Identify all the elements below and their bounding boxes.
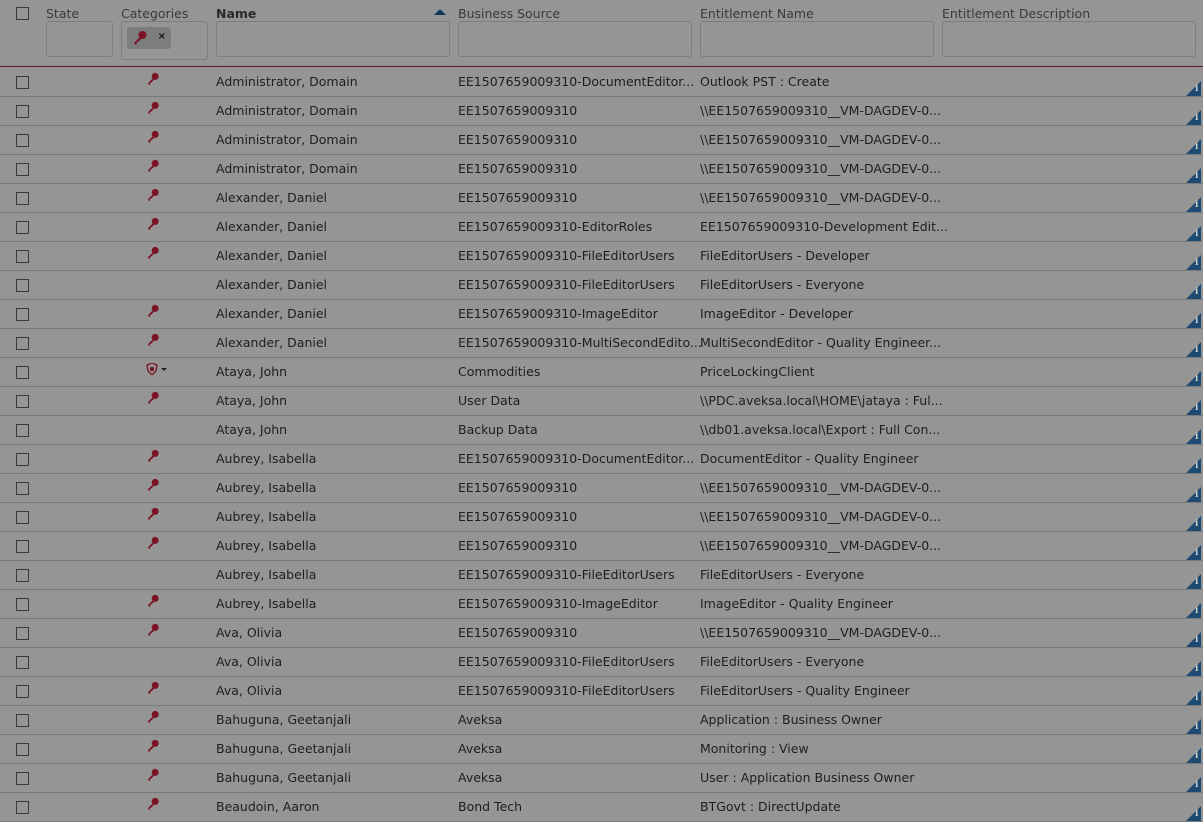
business-source-cell: Aveksa xyxy=(458,712,503,727)
name-cell: Ava, Olivia xyxy=(216,654,283,669)
row-checkbox[interactable] xyxy=(16,569,29,582)
key-icon xyxy=(146,768,160,782)
business-source-cell: EE1507659009310-ImageEditor xyxy=(458,306,658,321)
name-header[interactable]: Name xyxy=(216,6,257,21)
row-checkbox[interactable] xyxy=(16,163,29,176)
table-row[interactable] xyxy=(0,329,1203,358)
entitlement-name-cell: \\EE1507659009310__VM-DAGDEV-0... xyxy=(700,538,942,553)
row-checkbox[interactable] xyxy=(16,366,29,379)
row-checkbox[interactable] xyxy=(16,424,29,437)
name-cell: Aubrey, Isabella xyxy=(216,567,317,582)
row-checkbox[interactable] xyxy=(16,134,29,147)
entitlement-name-cell: PriceLockingClient xyxy=(700,364,815,379)
entitlement-name-cell: FileEditorUsers - Everyone xyxy=(700,277,865,292)
table-row[interactable] xyxy=(0,677,1203,706)
name-cell: Alexander, Daniel xyxy=(216,248,328,263)
entitlement-description-filter[interactable] xyxy=(942,21,1196,57)
table-row[interactable] xyxy=(0,184,1203,213)
row-checkbox[interactable] xyxy=(16,337,29,350)
table-row[interactable] xyxy=(0,68,1203,97)
table-row[interactable] xyxy=(0,474,1203,503)
name-cell: Alexander, Daniel xyxy=(216,277,328,292)
table-row[interactable] xyxy=(0,503,1203,532)
name-cell: Administrator, Domain xyxy=(216,74,358,89)
row-checkbox[interactable] xyxy=(16,250,29,263)
info-icon[interactable]: i xyxy=(1186,574,1201,589)
info-icon[interactable]: i xyxy=(1186,487,1201,502)
name-cell: Ataya, John xyxy=(216,422,288,437)
entitlement-name-cell: FileEditorUsers - Everyone xyxy=(700,654,865,669)
table-row[interactable] xyxy=(0,300,1203,329)
key-icon xyxy=(146,333,160,347)
row-checkbox[interactable] xyxy=(16,279,29,292)
business-source-cell: Bond Tech xyxy=(458,799,523,814)
info-icon[interactable]: i xyxy=(1186,458,1201,473)
row-checkbox[interactable] xyxy=(16,76,29,89)
business-source-cell: EE1507659009310 xyxy=(458,103,578,118)
name-cell: Ataya, John xyxy=(216,364,288,379)
info-icon[interactable]: i xyxy=(1186,777,1201,792)
business-source-cell: EE1507659009310-FileEditorUsers xyxy=(458,683,675,698)
table-row[interactable] xyxy=(0,97,1203,126)
table-row[interactable] xyxy=(0,706,1203,735)
name-cell: Alexander, Daniel xyxy=(216,219,328,234)
business-source-cell: EE1507659009310 xyxy=(458,538,578,553)
entitlement-name-filter[interactable] xyxy=(700,21,934,57)
key-icon xyxy=(146,623,160,637)
table-row[interactable] xyxy=(0,735,1203,764)
row-checkbox[interactable] xyxy=(16,540,29,553)
business-source-cell: EE1507659009310-EditorRoles xyxy=(458,219,653,234)
entitlement-name-cell: Application : Business Owner xyxy=(700,712,882,727)
table-body xyxy=(0,68,1203,822)
key-icon xyxy=(146,188,160,202)
business-source-cell: EE1507659009310 xyxy=(458,132,578,147)
table-row[interactable] xyxy=(0,445,1203,474)
business-source-cell: EE1507659009310-DocumentEditor... xyxy=(458,74,695,89)
name-cell: Administrator, Domain xyxy=(216,103,358,118)
business-source-cell: EE1507659009310 xyxy=(458,480,578,495)
info-icon[interactable]: i xyxy=(1186,342,1201,357)
name-cell: Aubrey, Isabella xyxy=(216,451,317,466)
name-cell: Bahuguna, Geetanjali xyxy=(216,712,352,727)
entitlement-name-cell: \\EE1507659009310__VM-DAGDEV-0... xyxy=(700,103,942,118)
business-source-cell: EE1507659009310-FileEditorUsers xyxy=(458,567,675,582)
table-row[interactable] xyxy=(0,271,1203,300)
category-chip-entitlement xyxy=(127,27,171,49)
info-icon[interactable]: i xyxy=(1186,632,1201,647)
row-checkbox[interactable] xyxy=(16,482,29,495)
row-checkbox[interactable] xyxy=(16,772,29,785)
key-icon xyxy=(146,217,160,231)
name-cell: Beaudoin, Aaron xyxy=(216,799,320,814)
business-source-cell: Backup Data xyxy=(458,422,538,437)
table-row[interactable] xyxy=(0,793,1203,822)
business-source-cell: EE1507659009310 xyxy=(458,509,578,524)
name-cell: Administrator, Domain xyxy=(216,132,358,147)
business-source-cell: Commodities xyxy=(458,364,541,379)
name-cell: Alexander, Daniel xyxy=(216,190,328,205)
key-icon xyxy=(146,159,160,173)
remove-chip-button[interactable]: × xyxy=(157,31,166,42)
row-checkbox[interactable] xyxy=(16,801,29,814)
entitlement-name-cell: ImageEditor - Quality Engineer xyxy=(700,596,893,611)
info-icon[interactable]: i xyxy=(1186,429,1201,444)
row-checkbox[interactable] xyxy=(16,221,29,234)
table-row[interactable] xyxy=(0,561,1203,590)
entitlement-name-cell: DocumentEditor - Quality Engineer xyxy=(700,451,919,466)
entitlement-name-cell: FileEditorUsers - Everyone xyxy=(700,567,865,582)
key-icon xyxy=(146,797,160,811)
info-icon[interactable]: i xyxy=(1186,226,1201,241)
table-row[interactable] xyxy=(0,532,1203,561)
entitlement-name-cell: \\EE1507659009310__VM-DAGDEV-0... xyxy=(700,132,942,147)
entitlement-name-cell: FileEditorUsers - Developer xyxy=(700,248,870,263)
categories-header[interactable]: Categories xyxy=(121,6,189,21)
name-cell: Administrator, Domain xyxy=(216,161,358,176)
row-checkbox[interactable] xyxy=(16,685,29,698)
name-cell: Aubrey, Isabella xyxy=(216,538,317,553)
table-row[interactable] xyxy=(0,155,1203,184)
row-checkbox[interactable] xyxy=(16,627,29,640)
key-icon xyxy=(146,739,160,753)
info-icon[interactable]: i xyxy=(1186,168,1201,183)
name-cell: Bahuguna, Geetanjali xyxy=(216,770,352,785)
entitlement-name-cell: FileEditorUsers - Quality Engineer xyxy=(700,683,910,698)
key-icon xyxy=(146,507,160,521)
table-row[interactable] xyxy=(0,126,1203,155)
name-cell: Ava, Olivia xyxy=(216,683,283,698)
entitlement-name-cell: \\EE1507659009310__VM-DAGDEV-0... xyxy=(700,161,942,176)
info-icon[interactable]: i xyxy=(1186,516,1201,531)
key-icon xyxy=(146,594,160,608)
table-row[interactable] xyxy=(0,416,1203,445)
info-icon[interactable]: i xyxy=(1186,255,1201,270)
business-source-filter[interactable] xyxy=(458,21,692,57)
info-icon[interactable]: i xyxy=(1186,139,1201,154)
info-icon[interactable]: i xyxy=(1186,690,1201,705)
info-icon[interactable]: i xyxy=(1186,661,1201,676)
key-icon xyxy=(132,30,148,46)
business-source-cell: User Data xyxy=(458,393,521,408)
business-source-cell: EE1507659009310-ImageEditor xyxy=(458,596,658,611)
name-cell: Ataya, John xyxy=(216,393,288,408)
entitlement-name-cell: ImageEditor - Developer xyxy=(700,306,853,321)
info-icon[interactable]: i xyxy=(1186,313,1201,328)
table-row[interactable] xyxy=(0,358,1203,387)
row-checkbox[interactable] xyxy=(16,192,29,205)
entitlement-name-cell: \\EE1507659009310__VM-DAGDEV-0... xyxy=(700,509,942,524)
entitlement-name-cell: Monitoring : View xyxy=(700,741,809,756)
table-row[interactable] xyxy=(0,387,1203,416)
info-icon[interactable]: i xyxy=(1186,806,1201,821)
business-source-cell: EE1507659009310 xyxy=(458,190,578,205)
entitlement-name-cell: \\EE1507659009310__VM-DAGDEV-0... xyxy=(700,625,942,640)
table-row[interactable] xyxy=(0,619,1203,648)
info-icon[interactable]: i xyxy=(1186,110,1201,125)
key-icon xyxy=(146,101,160,115)
name-cell: Bahuguna, Geetanjali xyxy=(216,741,352,756)
info-icon[interactable]: i xyxy=(1186,748,1201,763)
row-checkbox[interactable] xyxy=(16,511,29,524)
info-icon[interactable]: i xyxy=(1186,371,1201,386)
table-row[interactable] xyxy=(0,590,1203,619)
table-row[interactable] xyxy=(0,213,1203,242)
name-cell: Alexander, Daniel xyxy=(216,306,328,321)
entitlement-description-header[interactable]: Entitlement Description xyxy=(942,6,1091,21)
entitlement-name-cell: User : Application Business Owner xyxy=(700,770,915,785)
table-header xyxy=(0,0,1203,67)
name-filter[interactable] xyxy=(216,21,450,57)
entitlement-name-cell: \\EE1507659009310__VM-DAGDEV-0... xyxy=(700,190,942,205)
select-all-checkbox[interactable] xyxy=(16,7,29,20)
name-cell: Ava, Olivia xyxy=(216,625,283,640)
name-cell: Aubrey, Isabella xyxy=(216,480,317,495)
name-cell: Aubrey, Isabella xyxy=(216,596,317,611)
business-source-cell: EE1507659009310-MultiSecondEdito... xyxy=(458,335,702,350)
key-icon xyxy=(146,130,160,144)
categories-filter[interactable] xyxy=(121,21,208,60)
row-checkbox[interactable] xyxy=(16,453,29,466)
key-icon xyxy=(146,449,160,463)
business-source-cell: EE1507659009310 xyxy=(458,625,578,640)
key-icon xyxy=(146,681,160,695)
row-checkbox[interactable] xyxy=(16,598,29,611)
info-icon[interactable]: i xyxy=(1186,603,1201,618)
sort-ascending-icon[interactable] xyxy=(434,9,446,15)
entitlement-name-cell: \\db01.aveksa.local\Export : Full Con... xyxy=(700,422,941,437)
business-source-cell: EE1507659009310-DocumentEditor... xyxy=(458,451,695,466)
key-icon xyxy=(146,391,160,405)
key-icon xyxy=(146,536,160,550)
entitlement-name-header[interactable]: Entitlement Name xyxy=(700,6,814,21)
row-checkbox[interactable] xyxy=(16,714,29,727)
info-icon[interactable]: i xyxy=(1186,545,1201,560)
business-source-cell: EE1507659009310-FileEditorUsers xyxy=(458,654,675,669)
business-source-header[interactable]: Business Source xyxy=(458,6,561,21)
row-checkbox[interactable] xyxy=(16,308,29,321)
business-source-cell: EE1507659009310 xyxy=(458,161,578,176)
row-checkbox[interactable] xyxy=(16,656,29,669)
entitlement-name-cell: \\EE1507659009310__VM-DAGDEV-0... xyxy=(700,480,942,495)
entitlement-name-cell: MultiSecondEditor - Quality Engineer... xyxy=(700,335,942,350)
info-icon[interactable]: i xyxy=(1186,400,1201,415)
key-icon xyxy=(146,72,160,86)
business-source-cell: Aveksa xyxy=(458,741,503,756)
state-filter[interactable] xyxy=(46,21,113,57)
business-source-cell: EE1507659009310-FileEditorUsers xyxy=(458,277,675,292)
row-checkbox[interactable] xyxy=(16,395,29,408)
table-row[interactable] xyxy=(0,242,1203,271)
key-icon xyxy=(146,478,160,492)
business-source-cell: EE1507659009310-FileEditorUsers xyxy=(458,248,675,263)
row-checkbox[interactable] xyxy=(16,743,29,756)
info-icon[interactable]: i xyxy=(1186,284,1201,299)
info-icon[interactable]: i xyxy=(1186,719,1201,734)
key-icon xyxy=(146,304,160,318)
name-cell: Alexander, Daniel xyxy=(216,335,328,350)
name-cell: Aubrey, Isabella xyxy=(216,509,317,524)
key-icon xyxy=(146,246,160,260)
entitlement-name-cell: \\PDC.aveksa.local\HOME\jataya : Ful... xyxy=(700,393,943,408)
entitlement-name-cell: BTGovt : DirectUpdate xyxy=(700,799,841,814)
entitlement-name-cell: Outlook PST : Create xyxy=(700,74,830,89)
info-icon[interactable]: i xyxy=(1186,197,1201,212)
state-header[interactable]: State xyxy=(46,6,80,21)
business-source-cell: Aveksa xyxy=(458,770,503,785)
info-icon[interactable]: i xyxy=(1186,81,1201,96)
row-checkbox[interactable] xyxy=(16,105,29,118)
key-icon xyxy=(146,710,160,724)
table-row[interactable] xyxy=(0,764,1203,793)
table-row[interactable] xyxy=(0,648,1203,677)
shield-dropdown-icon[interactable] xyxy=(146,363,168,378)
entitlement-name-cell: EE1507659009310-Development Edit... xyxy=(700,219,948,234)
